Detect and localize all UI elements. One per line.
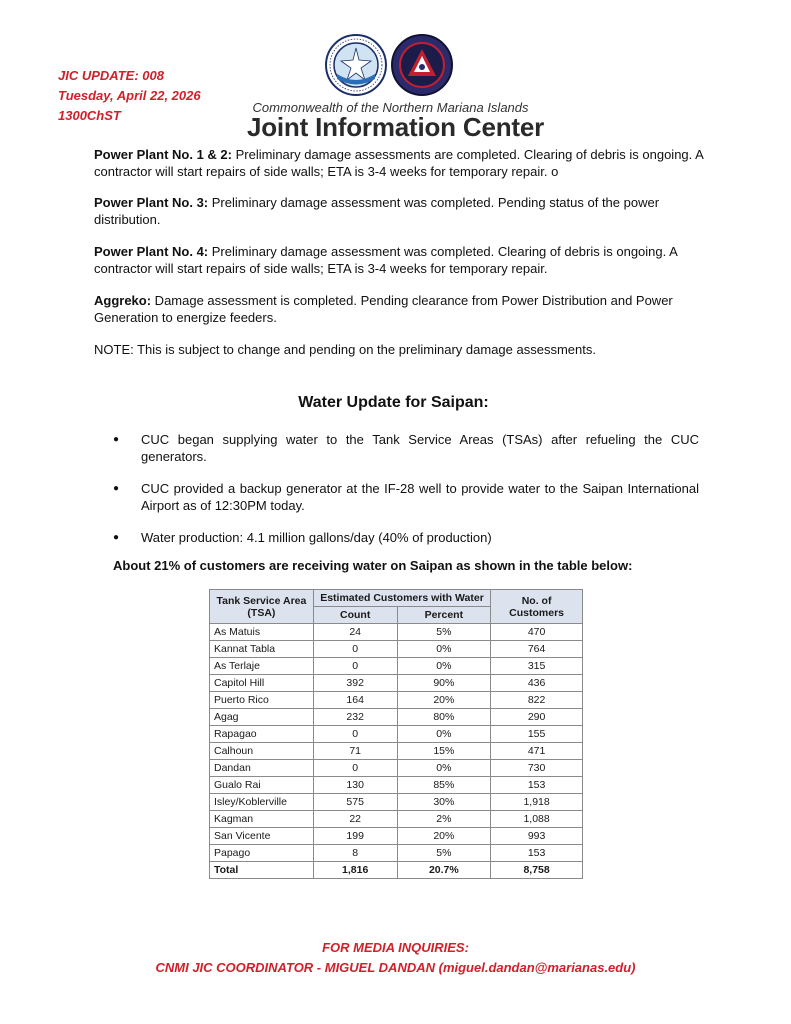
power-text: Preliminary damage assessments are completed. Clearing of debris is ongoing. A contractor will start repairs of side walls; ETA is 3-4 weeks for temporary repair. o [94, 147, 704, 179]
cell-tsa: Kannat Tabla [210, 641, 314, 658]
cell-tsa: Capitol Hill [210, 675, 314, 692]
cell-percent: 0% [397, 760, 491, 777]
cell-customers: 993 [491, 828, 583, 845]
cell-count: 0 [313, 760, 397, 777]
cell-count: 22 [313, 811, 397, 828]
cell-tsa: Gualo Rai [210, 777, 314, 794]
cell-tsa: Total [210, 862, 314, 879]
power-plant-4-update [94, 243, 704, 277]
cell-count: 575 [313, 794, 397, 811]
cell-count: 0 [313, 658, 397, 675]
cell-count: 24 [313, 624, 397, 641]
cell-tsa: Agag [210, 709, 314, 726]
power-text: Damage assessment is completed. Pending clearance from Power Distribution and Power Generation to energize feeders. [94, 293, 673, 325]
cell-percent: 20% [397, 828, 491, 845]
cell-customers: 153 [491, 845, 583, 862]
cell-tsa: As Terlaje [210, 658, 314, 675]
power-label: Power Plant No. 1 & 2: [94, 147, 232, 162]
table-row [210, 828, 583, 845]
power-plant-1-2-update [94, 146, 704, 180]
cell-percent: 5% [397, 845, 491, 862]
update-date: Tuesday, April 22, 2026 [58, 88, 201, 103]
cell-tsa: As Matuis [210, 624, 314, 641]
header-percent: Percent [397, 607, 491, 624]
cell-customers: 1,088 [491, 811, 583, 828]
table-row [210, 726, 583, 743]
cell-tsa: Puerto Rico [210, 692, 314, 709]
cell-customers: 155 [491, 726, 583, 743]
cell-customers: 1,918 [491, 794, 583, 811]
cell-tsa: Papago [210, 845, 314, 862]
table-row [210, 658, 583, 675]
cell-customers: 315 [491, 658, 583, 675]
power-label: Aggreko: [94, 293, 152, 308]
table-row [210, 641, 583, 658]
cell-count: 8 [313, 845, 397, 862]
table-intro: About 21% of customers are receiving water on Saipan as shown in the table below: [113, 558, 633, 573]
coordinator-contact: CNMI JIC COORDINATOR - MIGUEL DANDAN (miguel.dandan@marianas.edu) [155, 960, 636, 975]
cell-count: 130 [313, 777, 397, 794]
cell-customers: 730 [491, 760, 583, 777]
table-row [210, 811, 583, 828]
water-update-heading: Water Update for Saipan: [298, 394, 489, 411]
table-row [210, 624, 583, 641]
cell-count: 71 [313, 743, 397, 760]
power-text: Preliminary damage assessment was completed. Pending status of the power distribution. [94, 195, 660, 227]
update-time: 1300ChST [58, 108, 121, 123]
cell-percent: 0% [397, 641, 491, 658]
table-row [210, 794, 583, 811]
cell-percent: 0% [397, 658, 491, 675]
list-item: ● CUC provided a backup generator at the IF-28 well to provide water to the Saipan International Airport as of 12:30PM today. [113, 480, 699, 514]
cell-customers: 8,758 [491, 862, 583, 879]
header-tsa: Tank Service Area (TSA) [210, 590, 314, 624]
cell-tsa: Rapagao [210, 726, 314, 743]
cell-tsa: San Vicente [210, 828, 314, 845]
cell-count: 0 [313, 726, 397, 743]
cell-tsa: Calhoun [210, 743, 314, 760]
cell-percent: 2% [397, 811, 491, 828]
cell-customers: 436 [491, 675, 583, 692]
cell-customers: 471 [491, 743, 583, 760]
header-customers: No. of Customers [491, 590, 583, 624]
cell-count: 199 [313, 828, 397, 845]
cell-count: 164 [313, 692, 397, 709]
cell-percent: 80% [397, 709, 491, 726]
power-label: Power Plant No. 3: [94, 195, 209, 210]
table-total-row [210, 862, 583, 879]
cell-count: 392 [313, 675, 397, 692]
cell-count: 1,816 [313, 862, 397, 879]
cell-percent: 15% [397, 743, 491, 760]
cell-percent: 30% [397, 794, 491, 811]
power-text: Preliminary damage assessment was completed. Clearing of debris is ongoing. A contractor will start repairs of side walls; ETA is 3-4 weeks for temporary repair. [94, 244, 678, 276]
table-row [210, 709, 583, 726]
cell-percent: 20.7% [397, 862, 491, 879]
list-item: ● Water production: 4.1 million gallons/day (40% of production) [113, 529, 699, 546]
power-plant-3-update [94, 194, 704, 228]
header-estimated: Estimated Customers with Water [313, 590, 490, 607]
org-subtitle: Commonwealth of the Northern Mariana Islands [252, 100, 529, 115]
cell-customers: 290 [491, 709, 583, 726]
table-row [210, 675, 583, 692]
cell-percent: 90% [397, 675, 491, 692]
logos [325, 34, 455, 100]
aggreko-update [94, 292, 704, 326]
tsa-water-table [209, 589, 583, 879]
water-bullet-list [113, 431, 699, 561]
table-row [210, 845, 583, 862]
note-text: NOTE: This is subject to change and pending on the preliminary damage assessments. [94, 342, 596, 357]
update-number: JIC UPDATE: 008 [58, 68, 164, 83]
org-title: Joint Information Center [246, 112, 545, 142]
table-row [210, 692, 583, 709]
cell-tsa: Isley/Koblerville [210, 794, 314, 811]
cell-percent: 20% [397, 692, 491, 709]
table-row [210, 777, 583, 794]
power-label: Power Plant No. 4: [94, 244, 209, 259]
list-item: ● CUC began supplying water to the Tank Service Areas (TSAs) after refueling the CUC generators. [113, 431, 699, 465]
cell-tsa: Dandan [210, 760, 314, 777]
media-inquiries-label: FOR MEDIA INQUIRIES: [322, 940, 469, 955]
table-row [210, 760, 583, 777]
cell-count: 232 [313, 709, 397, 726]
homeland-security-logo [391, 34, 453, 96]
cell-percent: 0% [397, 726, 491, 743]
header-count: Count [313, 607, 397, 624]
cell-customers: 764 [491, 641, 583, 658]
cell-customers: 153 [491, 777, 583, 794]
cnmi-seal-logo [325, 34, 387, 96]
table-row [210, 743, 583, 760]
cell-tsa: Kagman [210, 811, 314, 828]
cell-percent: 85% [397, 777, 491, 794]
cell-customers: 470 [491, 624, 583, 641]
cell-count: 0 [313, 641, 397, 658]
cell-percent: 5% [397, 624, 491, 641]
cell-customers: 822 [491, 692, 583, 709]
